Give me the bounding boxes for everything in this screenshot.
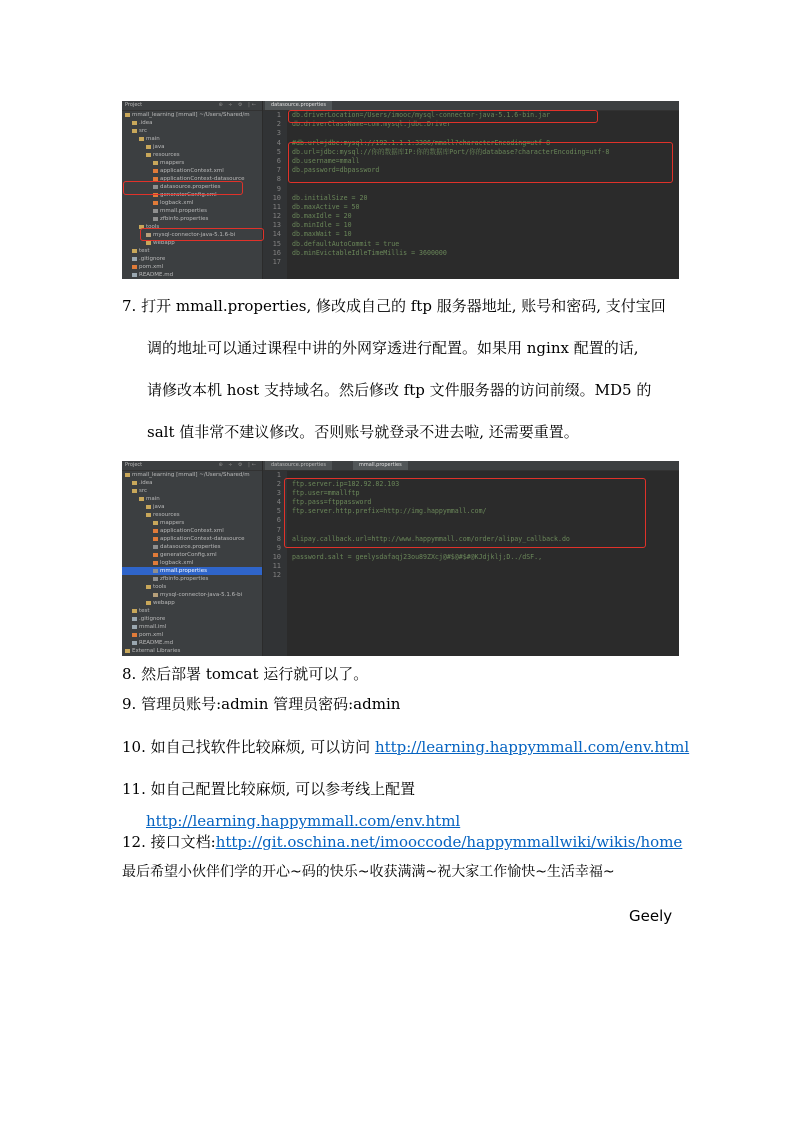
file-icon (153, 201, 158, 205)
tree-item[interactable] (122, 639, 262, 647)
folder-icon (146, 513, 151, 517)
file-icon (153, 577, 158, 581)
tree-item-label: datasource.properties (160, 184, 221, 190)
file-icon (153, 553, 158, 557)
code-line (292, 185, 679, 194)
tree-item-label: generatorConfig.xml (160, 552, 217, 558)
item-11-link-line (146, 811, 460, 831)
code-line: db.maxWait = 10 (292, 230, 352, 239)
closing-message: 最后希望小伙伴们学的开心~码的快乐~收获满满~祝大家工作愉快~生活幸福~ (122, 864, 615, 880)
line-number: 10 (272, 552, 281, 561)
ide-screenshot-mmall (122, 461, 679, 656)
code-line: db.minEvictableIdleTimeMillis = 3600000 (292, 248, 447, 257)
tree-item-label: .gitignore (139, 256, 166, 262)
tree-item-label: zfbinfo.properties (160, 576, 209, 582)
tree-item[interactable] (122, 511, 262, 519)
folder-icon (132, 489, 137, 493)
item-8: 8. 然后部署 tomcat 运行就可以了。 (122, 665, 369, 683)
tree-item[interactable] (122, 519, 262, 527)
tree-item-label: logback.xml (160, 560, 194, 566)
file-icon (132, 625, 137, 629)
line-number: 11 (272, 202, 281, 211)
tree-item-label: mmall.properties (160, 568, 207, 574)
tree-item[interactable] (122, 119, 262, 127)
highlight-box (284, 478, 646, 548)
tree-item[interactable] (122, 159, 262, 167)
line-number: 12 (272, 212, 281, 221)
item-7-line-1: 7. 打开 mmall.properties, 修改成自己的 ftp 服务器地址, 账号和密码, 支付宝回 (122, 297, 666, 315)
ide-screenshot-datasource (122, 101, 679, 279)
folder-icon (146, 241, 151, 245)
tree-item[interactable] (122, 487, 262, 495)
wiki-link[interactable]: http://git.oschina.net/imooccode/happymmallwiki/wikis/home (215, 833, 683, 851)
tree-item-label: .gitignore (139, 616, 166, 622)
code-line: ftp.user=mmallftp (292, 489, 360, 498)
tree-item[interactable] (122, 495, 262, 503)
line-number: 6 (276, 516, 281, 525)
line-number: 10 (272, 193, 281, 202)
code-line: password.salt = geelysdafaqj23ou89ZXcj@#$@#$#@KJdjklj;D../dSF., (292, 552, 543, 561)
file-icon (153, 593, 158, 597)
tree-item[interactable] (122, 199, 262, 207)
tree-item-label: .idea (139, 480, 153, 486)
folder-icon (132, 249, 137, 253)
code-line: db.defaultAutoCommit = true (292, 239, 400, 248)
file-icon (153, 217, 158, 221)
code-line: ftp.server.http.prefix=http://img.happymmall.com/ (292, 507, 487, 516)
line-number: 12 (272, 571, 281, 580)
line-number: 9 (276, 184, 281, 193)
tree-item-label: tools (146, 224, 160, 230)
file-icon (153, 169, 158, 173)
folder-icon (132, 481, 137, 485)
highlight-box (288, 110, 598, 123)
line-number: 15 (272, 239, 281, 248)
tree-item[interactable] (122, 599, 262, 607)
folder-icon (153, 521, 158, 525)
tree-item-label: mmall_learning [mmall] ~/Users/Shared/m (132, 112, 250, 118)
tab-datasource-properties[interactable]: datasource.properties (265, 101, 332, 110)
tree-item-label: java (153, 144, 165, 150)
tree-item[interactable] (122, 143, 262, 151)
line-number: 5 (276, 507, 281, 516)
line-number: 9 (276, 543, 281, 552)
tree-item-label: applicationContext-datasource (160, 176, 245, 182)
tree-item[interactable] (122, 615, 262, 623)
tree-item-label: mappers (160, 520, 185, 526)
tree-item[interactable] (122, 255, 262, 263)
code-line: db.driverClassName=com.mysql.jdbc.Driver (292, 120, 451, 129)
tree-item-label: .idea (139, 120, 153, 126)
folder-icon (146, 601, 151, 605)
file-icon (153, 569, 158, 573)
line-number: 3 (276, 129, 281, 138)
line-number: 11 (272, 561, 281, 570)
code-line: db.username=mmall (292, 156, 360, 165)
tree-item-label: logback.xml (160, 200, 194, 206)
folder-icon (146, 585, 151, 589)
code-editor[interactable] (292, 111, 679, 279)
line-number: 6 (276, 156, 281, 165)
tree-item[interactable] (122, 591, 262, 599)
item-7-line-2: 调的地址可以通过课程中讲的外网穿透进行配置。如果用 nginx 配置的话, (147, 339, 639, 357)
folder-icon (146, 505, 151, 509)
folder-icon (153, 161, 158, 165)
tree-item[interactable] (122, 215, 262, 223)
tree-item[interactable] (122, 647, 262, 655)
folder-icon (132, 129, 137, 133)
code-line: db.driverLocation=/Users/imooc/mysql-connector-java-5.1.6-bin.jar (292, 111, 551, 119)
line-number: 7 (276, 525, 281, 534)
tree-item[interactable] (122, 631, 262, 639)
tree-item-label: mappers (160, 160, 185, 166)
tree-item[interactable] (122, 151, 262, 159)
tree-item[interactable] (122, 111, 262, 119)
tree-item-label: resources (153, 512, 180, 518)
item-12-text: 12. 接口文档: (122, 833, 216, 851)
tree-item-label: resources (153, 152, 180, 158)
panel-tools-icons: ⊕ ÷ ⚙ |← (218, 462, 258, 468)
tree-item[interactable] (122, 167, 262, 175)
tree-item[interactable] (122, 607, 262, 615)
highlight-box (123, 181, 243, 195)
file-icon (132, 617, 137, 621)
item-11: 11. 如自己配置比较麻烦, 可以参考线上配置 (122, 780, 416, 798)
line-number: 4 (276, 138, 281, 147)
folder-icon (139, 137, 144, 141)
tree-item-label: zfbinfo.properties (160, 216, 209, 222)
tree-item-label: tools (153, 584, 167, 590)
line-number: 4 (276, 498, 281, 507)
highlight-box (140, 228, 264, 241)
tree-item-label: mmall_learning [mmall] ~/Users/Shared/m (132, 472, 250, 478)
signature: Geely (629, 907, 673, 925)
code-line: db.maxIdle = 20 (292, 212, 352, 221)
tab-datasource-properties[interactable]: datasource.properties (265, 461, 332, 470)
tree-item-label: mmall.properties (160, 208, 207, 214)
line-number: 2 (276, 480, 281, 489)
tree-item[interactable] (122, 127, 262, 135)
code-line: ftp.server.ip=182.92.82.103 (292, 480, 400, 489)
tree-item-label: README.md (139, 640, 174, 646)
project-panel (122, 461, 263, 656)
tree-item-label: generatorConfig.xml (160, 192, 217, 198)
tree-item[interactable] (122, 583, 262, 591)
file-icon (153, 545, 158, 549)
tree-item-label: test (139, 248, 150, 254)
tree-item[interactable] (122, 551, 262, 559)
file-icon (132, 257, 137, 261)
line-number: 7 (276, 166, 281, 175)
project-panel-header: Project ⊕ ÷ ⚙ |← (122, 461, 262, 471)
file-icon (153, 177, 158, 181)
tree-item[interactable] (122, 135, 262, 143)
tree-item-label: applicationContext.xml (160, 528, 224, 534)
tree-item[interactable] (122, 559, 262, 567)
tree-item[interactable] (122, 503, 262, 511)
tree-item-label: applicationContext.xml (160, 168, 224, 174)
code-line: db.minIdle = 10 (292, 221, 352, 230)
tree-item-label: datasource.properties (160, 544, 221, 550)
tree-item-label: pom.xml (139, 264, 164, 270)
tree-item[interactable] (122, 271, 262, 279)
line-number: 17 (272, 258, 281, 266)
tree-item-label: webapp (153, 240, 175, 246)
line-number: 5 (276, 147, 281, 156)
code-line: #db.url=jdbc:mysql://192.1.1.1:3306/mmall?characterEncoding=utf-8 (292, 138, 551, 147)
tree-item-label: src (139, 488, 148, 494)
folder-icon (146, 145, 151, 149)
code-line (292, 258, 679, 267)
tree-item-label: mysql-connector-java-5.1.6-bi (160, 592, 243, 598)
item-10 (122, 737, 689, 757)
tree-item[interactable] (122, 543, 262, 551)
file-icon (132, 633, 137, 637)
code-line: db.initialSize = 20 (292, 193, 368, 202)
project-panel-header: Project ⊕ ÷ ⚙ |← (122, 101, 262, 111)
file-icon (132, 641, 137, 645)
tree-item[interactable] (122, 471, 262, 479)
folder-icon (125, 649, 130, 653)
line-number: 1 (276, 471, 281, 479)
tree-item[interactable] (122, 623, 262, 631)
tree-item-label: src (139, 128, 148, 134)
code-line (292, 571, 679, 580)
line-number: 13 (272, 221, 281, 230)
file-icon (132, 265, 137, 269)
env-link[interactable]: http://learning.happymmall.com/env.html (374, 738, 690, 756)
file-icon (132, 273, 137, 277)
line-number: 3 (276, 489, 281, 498)
file-icon (153, 537, 158, 541)
folder-icon (146, 153, 151, 157)
item-10-text: 10. 如自己找软件比较麻烦, 可以访问 (122, 738, 375, 756)
folder-icon (132, 609, 137, 613)
highlight-box (288, 142, 673, 183)
tree-item[interactable] (122, 567, 262, 575)
folder-icon (125, 113, 130, 117)
tree-item-label: External Libraries (132, 648, 181, 654)
item-7-line-4: salt 值非常不建议修改。否则账号就登录不进去啦, 还需要重置。 (147, 423, 579, 441)
line-number: 16 (272, 248, 281, 257)
env-link[interactable]: http://learning.happymmall.com/env.html (146, 812, 461, 830)
tree-item-label: main (146, 496, 160, 502)
file-icon (153, 561, 158, 565)
tree-item[interactable] (122, 527, 262, 535)
code-line: alipay.callback.url=http://www.happymmall.com/order/alipay_callback.do (292, 534, 570, 543)
project-tree (122, 111, 262, 279)
tab-mmall-properties[interactable]: mmall.properties (353, 461, 408, 470)
item-7-line-3: 请修改本机 host 支持域名。然后修改 ftp 文件服务器的访问前缀。MD5 的 (147, 381, 652, 399)
tree-item[interactable] (122, 575, 262, 583)
line-number: 1 (276, 111, 281, 119)
line-number: 8 (276, 534, 281, 543)
tree-item[interactable] (122, 207, 262, 215)
tree-item-label: mysql-connector-java-5.1.6-bi (153, 232, 236, 238)
tree-item-label: webapp (153, 600, 175, 606)
tree-item-label: README.md (139, 272, 174, 278)
file-icon (153, 529, 158, 533)
folder-icon (132, 121, 137, 125)
tree-item[interactable] (122, 247, 262, 255)
line-number: 14 (272, 230, 281, 239)
tree-item-label: main (146, 136, 160, 142)
panel-tools-icons: ⊕ ÷ ⚙ |← (218, 102, 258, 108)
tree-item-label: java (153, 504, 165, 510)
line-number-gutter (263, 111, 287, 279)
line-number: 8 (276, 175, 281, 184)
code-line: db.maxActive = 50 (292, 202, 360, 211)
line-number: 2 (276, 120, 281, 129)
code-line: db.url=jdbc:mysql://你的数据库IP:你的数据库Port/你的database?characterEncoding=utf-8 (292, 147, 610, 156)
folder-icon (139, 497, 144, 501)
tree-item-label: pom.xml (139, 632, 164, 638)
code-line: ftp.pass=ftppassword (292, 498, 372, 507)
item-9: 9. 管理员账号:admin 管理员密码:admin (122, 695, 401, 713)
code-line (292, 562, 679, 571)
tree-item-label: applicationContext-datasource (160, 536, 245, 542)
tree-item-label: mmall.iml (139, 624, 167, 630)
code-line (292, 129, 679, 138)
folder-icon (125, 473, 130, 477)
editor-tabs (263, 461, 679, 471)
item-12 (122, 832, 682, 852)
tree-item-label: test (139, 608, 150, 614)
tree-item[interactable] (122, 535, 262, 543)
file-icon (153, 209, 158, 213)
tree-item[interactable] (122, 479, 262, 487)
code-line: db.password=dbpassword (292, 166, 380, 175)
project-tree (122, 471, 262, 655)
tree-item[interactable] (122, 263, 262, 271)
